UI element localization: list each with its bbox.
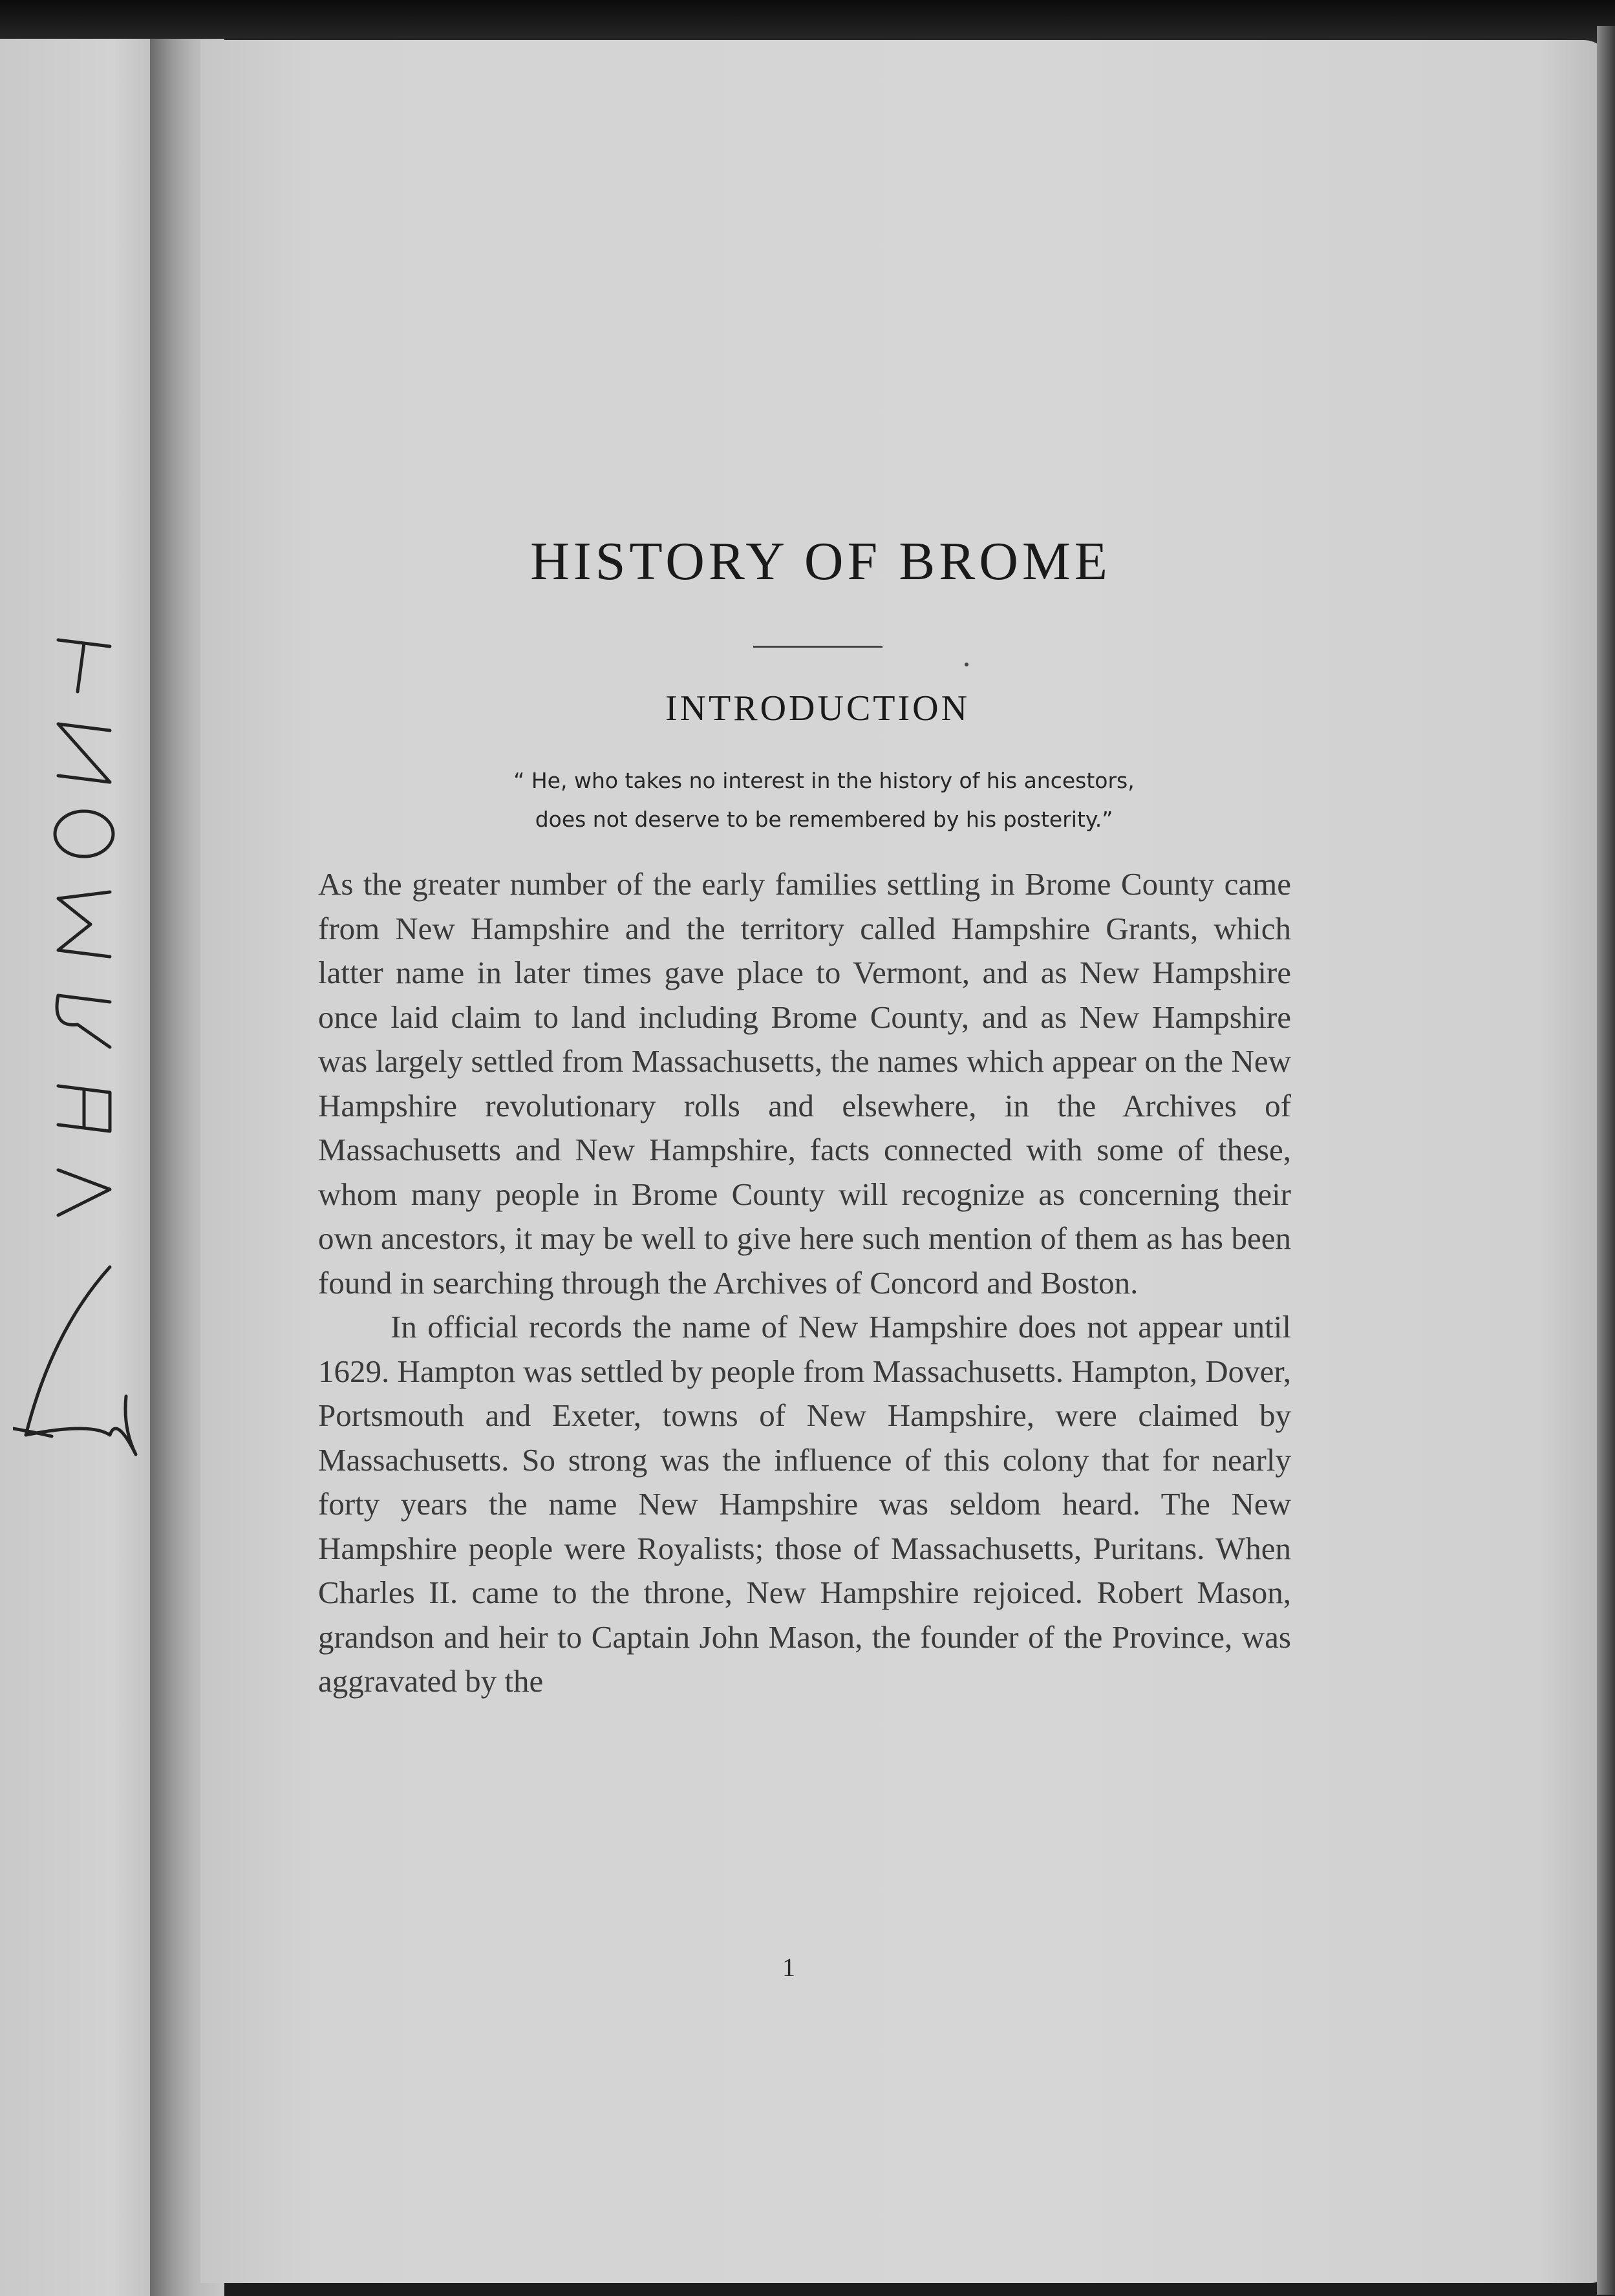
- epigraph: [357, 761, 1291, 839]
- facing-page: [0, 39, 162, 2296]
- title-rule: [753, 646, 882, 648]
- page-content: [318, 530, 1291, 1704]
- paragraph-2: In official records the name of New Hampshire does not appear until 1629. Hampton was settled by people from Massachusetts. Hampton, Dover, Portsmouth and Exeter, towns of New Hampshire, were claimed by Massachusetts. So strong was the influence of this colony that for nearly forty years the name New Hampshire was seldom heard. The New Hampshire people were Royalists; those of Massachusetts, Puritans. When Charles II. came to the throne, New Hampshire rejoiced. Robert Mason, grandson and heir to Captain John Mason, the founder of the Province, was aggravated by the: [318, 1309, 1291, 1699]
- chapter-heading: INTRODUCTION: [665, 688, 970, 728]
- page-title: HISTORY OF BROME: [530, 531, 1111, 591]
- page-edge-shadow: [1597, 26, 1615, 2295]
- paragraph-1: As the greater number of the early families settling in Brome County came from New Hampshire and the territory called Hampshire Grants, which latter name in later times gave place to Vermont, and as New Hampshire once laid claim to land including Brome County, and as New Hampshire was largely settled from Massachusetts, the names which appear on the New Hampshire revolutionary rolls and elsewhere, in the Archives of Massachusetts and New Hampshire, facts connected with some of these, whom many people in Brome County will recognize as concerning their own ancestors, it may be well to give here such mention of them as has been found in searching through the Archives of Concord and Boston.: [318, 866, 1291, 1301]
- top-shadow: [0, 0, 1615, 45]
- epigraph-line-2: does not deserve to be remembered by his posterity.”: [535, 807, 1113, 832]
- page-number: 1: [782, 1953, 795, 1982]
- handwritten-margin-note: [13, 621, 149, 1500]
- epigraph-line-1: “ He, who takes no interest in the history of his ancestors,: [513, 768, 1135, 793]
- body-text: [318, 862, 1291, 1704]
- rule-dot: [965, 663, 968, 666]
